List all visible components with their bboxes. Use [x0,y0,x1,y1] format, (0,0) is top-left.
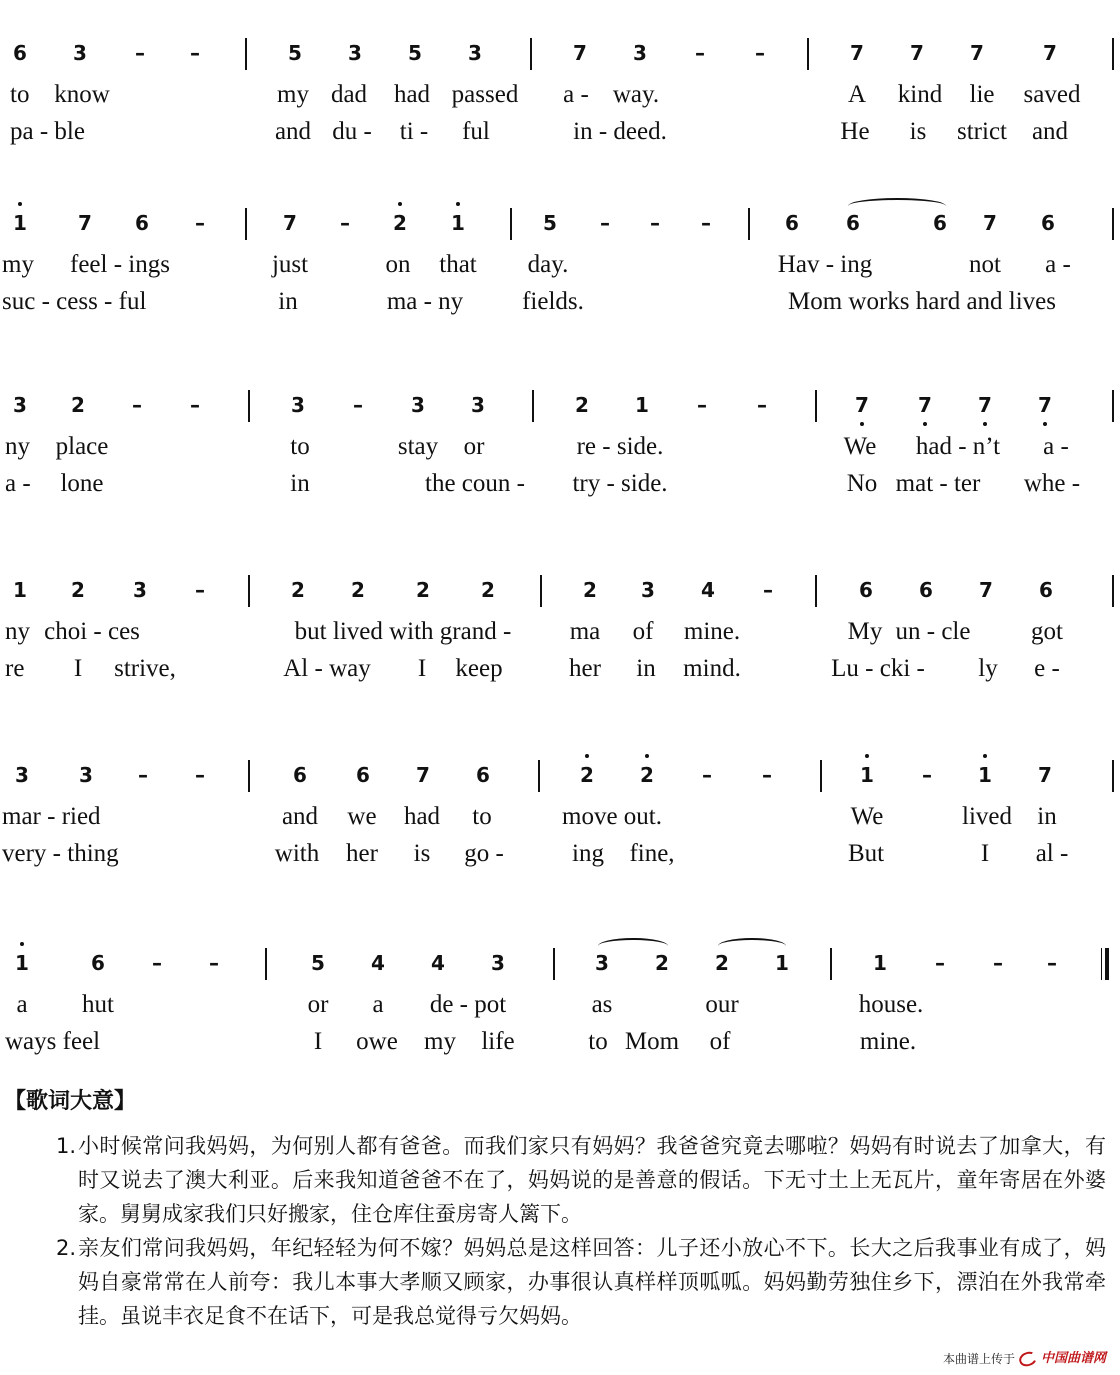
octave-up-dot [865,754,869,758]
notes-row [0,760,1120,790]
lyric-syllable: mine. [859,1028,917,1055]
lyric-syllable: my [424,1028,456,1055]
lyric-syllable: to [472,803,492,830]
note: 3 [291,393,305,417]
lyric-syllable: Mom [624,1028,680,1055]
final-barline-thin [1101,948,1102,980]
note: 2 [632,760,662,790]
lyric-syllable: got [1031,618,1063,645]
lyric-syllable: suc - cess - ful [2,288,147,315]
barline [820,760,822,792]
note: 7 [970,41,984,65]
lyric-syllable: day. [527,251,569,278]
lyric-syllable: a - [1043,433,1069,460]
lyric-syllable: of [709,1028,731,1055]
score-system-2 [0,188,1120,315]
note: 3 [15,763,29,787]
note: 6 [13,41,27,65]
lyric-syllable: keep [455,655,503,682]
lyric-syllable: of [632,618,654,645]
note: 7 [1030,390,1060,420]
barline [248,575,250,607]
barline [265,948,267,980]
note-dash: – [600,211,610,235]
note: 7 [1038,763,1052,787]
barline [807,38,809,70]
note: 7 [283,211,297,235]
note-dash: – [340,211,350,235]
note-dash: – [697,393,707,417]
note: 1 [635,393,649,417]
barline [248,390,250,422]
note: 3 [79,763,93,787]
notes-row [0,948,1120,978]
barline [245,38,247,70]
lyric-syllable: or [463,433,485,460]
lyric-syllable: is [909,118,927,145]
barline [510,208,512,240]
lyric-syllable: go - [464,840,504,867]
lyric-syllable: I [73,655,83,682]
lyric-syllable: ny [5,433,30,460]
barline [830,948,832,980]
note: 2 [291,578,305,602]
lyric-syllable: We [850,803,884,830]
note-dash: – [152,951,162,975]
note-dash: – [650,211,660,235]
note: 6 [846,211,860,235]
barline [532,390,534,422]
lyric-row-verse-2 [0,469,1120,499]
note: 3 [411,393,425,417]
lyric-syllable: ny [5,618,30,645]
lyric-syllable: had - n’t [915,433,1001,460]
note: 3 [491,951,505,975]
lyric-syllable: ful [462,118,490,145]
lyric-syllable: a - [5,470,31,497]
barline [815,390,817,422]
note: 1 [970,760,1000,790]
lyric-syllable: house. [858,991,924,1018]
lyric-syllable: Mom works hard and lives [787,288,1057,315]
lyric-syllable: in [1037,803,1057,830]
note: 6 [859,578,873,602]
lyric-syllable: strive, [114,655,176,682]
lyric-row-verse-1 [0,432,1120,462]
lyric-syllable: to [588,1028,608,1055]
lyric-syllable: fine, [629,840,675,867]
note: 6 [1041,211,1055,235]
note: 7 [979,578,993,602]
lyric-syllable: e - [1034,655,1060,682]
note-dash: – [695,41,705,65]
note-dash: – [353,393,363,417]
barline [553,948,555,980]
note-dash: – [755,41,765,65]
lyric-syllable: as [591,991,613,1018]
lyric-syllable: we [347,803,377,830]
lyric-syllable: is [413,840,431,867]
lyric-syllable: on [385,251,411,278]
lyric-row-verse-2 [0,117,1120,147]
lyric-syllable: that [439,251,477,278]
lyric-syllable: but lived with grand - [294,618,512,645]
lyric-syllable: choi - ces [44,618,140,645]
octave-down-dot [923,422,927,426]
note-dash: – [195,578,205,602]
paragraph-text: 亲友们常问我妈妈，年纪轻轻为何不嫁？妈妈总是这样回答：儿子还小放心不下。长大之后我事业有成了，妈妈自豪常常在人前夸：我儿本事大孝顺又顾家，办事很认真样样顶呱呱。妈妈勤劳独住乡下，漂泊在外我常牵挂。虽说丰衣足食不在话下，可是我总觉得亏欠妈妈。 [78,1236,1106,1328]
note: 6 [919,578,933,602]
note: 1 [5,208,35,238]
lyric-syllable: lone [60,470,104,497]
note: 3 [348,41,362,65]
note: 2 [575,393,589,417]
lyric-syllable: just [271,251,309,278]
note: 6 [293,763,307,787]
lyric-row-verse-2 [0,839,1120,869]
lyric-syllable: in [290,470,310,497]
lyric-syllable: lived [962,803,1012,830]
lyric-row-verse-1 [0,617,1120,647]
lyric-syllable: dad [330,81,368,108]
lyric-syllable: or [307,991,329,1018]
lyric-syllable: owe [356,1028,398,1055]
lyric-syllable: a [16,991,28,1018]
lyric-row-verse-1 [0,250,1120,280]
note: 7 [847,390,877,420]
barline [1112,38,1114,70]
lyric-syllable: my [277,81,309,108]
paragraph-number: 2. [56,1236,77,1260]
lyric-row-verse-1 [0,80,1120,110]
note-dash: – [190,393,200,417]
paragraph-number: 1. [56,1134,77,1158]
barline [538,760,540,792]
note: 5 [543,211,557,235]
octave-up-dot [398,202,402,206]
lyric-syllable: passed [451,81,519,108]
octave-up-dot [585,754,589,758]
lyric-syllable: ma [569,618,601,645]
lyric-syllable: a - [563,81,589,108]
score-system-1 [0,18,1120,145]
lyric-syllable: and [274,118,312,145]
lyric-syllable: whe - [1023,470,1081,497]
barline [815,575,817,607]
lyric-row-verse-2 [0,654,1120,684]
paragraph-text: 小时候常问我妈妈，为何别人都有爸爸。而我们家只有妈妈？我爸爸究竟去哪啦？妈妈有时说去了加拿大，有时又说去了澳大利亚。后来我知道爸爸不在了，妈妈说的是善意的假话。下无寸土上无瓦片，童年寄居在外婆家。舅舅成家我们只好搬家，住仓库住蚕房寄人篱下。 [78,1134,1106,1226]
note: 2 [71,393,85,417]
upload-text: 本曲谱上传于 [942,1352,1015,1366]
lyric-syllable: My [847,618,883,645]
lyric-syllable: ways feel [5,1028,101,1055]
note-dash: – [195,763,205,787]
slur [598,938,668,954]
note-dash: – [762,763,772,787]
note: 1 [13,578,27,602]
note: 2 [416,578,430,602]
note: 7 [970,390,1000,420]
note: 7 [910,41,924,65]
barline [245,208,247,240]
lyric-syllable: re - side. [576,433,664,460]
lyric-syllable: ma - ny [386,288,464,315]
lyric-syllable: fields. [522,288,584,315]
barline [748,208,750,240]
note-dash: – [135,41,145,65]
note: 6 [356,763,370,787]
lyric-syllable: the coun - [425,470,525,497]
barline [530,38,532,70]
lyric-syllable: in [278,288,298,315]
octave-down-dot [983,422,987,426]
lyric-syllable: pa - ble [10,118,85,145]
lyric-row-verse-2 [0,287,1120,317]
barline [1112,390,1114,422]
lyric-syllable: No [846,470,878,497]
octave-down-dot [860,422,864,426]
note-dash: – [757,393,767,417]
note: 3 [595,951,609,975]
note: 2 [71,578,85,602]
lyric-syllable: du - [332,118,372,145]
lyrics-meaning-paragraph-2 [56,1231,1106,1333]
lyric-syllable: and [281,803,319,830]
lyric-syllable: Lu - cki - [831,655,925,682]
score-system-5 [0,740,1120,867]
lyric-syllable: hut [82,991,114,1018]
lyric-syllable: life [481,1028,515,1055]
lyric-syllable: with [274,840,320,867]
lyric-syllable: mind. [683,655,741,682]
barline [248,760,250,792]
lyric-syllable: A [847,81,867,108]
note: 3 [73,41,87,65]
barline [1112,760,1114,792]
score-system-6 [0,928,1120,1055]
lyric-syllable: way. [612,81,660,108]
lyric-syllable: ly [978,655,998,682]
note: 2 [385,208,415,238]
lyric-syllable: al - [1035,840,1069,867]
note: 7 [573,41,587,65]
note: 2 [481,578,495,602]
lyrics-meaning-paragraph-1 [56,1129,1106,1231]
lyric-syllable: ing [572,840,604,867]
note: 6 [91,951,105,975]
barline [540,575,542,607]
lyric-syllable: Al - way [283,655,371,682]
lyric-syllable: not [969,251,1001,278]
lyric-syllable: I [417,655,427,682]
note-dash: – [190,41,200,65]
site-logo-icon [1017,1349,1039,1368]
note-dash: – [1047,951,1057,975]
lyric-syllable: We [843,433,877,460]
note: 4 [701,578,715,602]
lyric-row-verse-2 [0,1027,1120,1057]
lyric-row-verse-1 [0,802,1120,832]
note-dash: – [763,578,773,602]
note: 7 [850,41,864,65]
site-name[interactable]: 中国曲谱网 [1040,1351,1106,1366]
lyric-syllable: a - [1045,251,1071,278]
note: 6 [476,763,490,787]
note: 3 [633,41,647,65]
octave-up-dot [983,754,987,758]
note: 1 [852,760,882,790]
note: 3 [471,393,485,417]
lyric-syllable: try - side. [572,470,668,497]
note-dash: – [138,763,148,787]
note: 2 [583,578,597,602]
lyric-syllable: Hav - ing [777,251,873,278]
lyric-syllable: de - pot [429,991,507,1018]
lyric-syllable: mine. [683,618,741,645]
note-dash: – [935,951,945,975]
octave-up-dot [645,754,649,758]
lyric-syllable: had [393,81,431,108]
slur [848,198,946,214]
note: 3 [468,41,482,65]
note: 4 [371,951,385,975]
lyric-syllable: un - cle [895,618,971,645]
note-dash: – [922,763,932,787]
lyric-syllable: mar - ried [2,803,101,830]
lyric-syllable: very - thing [2,840,119,867]
note: 1 [7,948,37,978]
final-barline [1105,948,1109,980]
lyric-syllable: But [847,840,885,867]
lyric-syllable: her [346,840,378,867]
note: 6 [1039,578,1053,602]
score-system-3 [0,370,1120,497]
barline [1112,208,1114,240]
lyric-syllable: know [54,81,110,108]
note: 3 [13,393,27,417]
lyric-syllable: saved [1023,81,1081,108]
notes-row [0,390,1120,420]
note: 5 [311,951,325,975]
lyric-syllable: our [705,991,739,1018]
note: 1 [443,208,473,238]
lyric-syllable: and [1031,118,1069,145]
octave-up-dot [456,202,460,206]
lyric-syllable: I [980,840,990,867]
note: 5 [408,41,422,65]
note: 7 [78,211,92,235]
lyric-syllable: had [403,803,441,830]
footer [943,1351,1106,1367]
note-dash: – [702,763,712,787]
note: 7 [910,390,940,420]
lyric-syllable: in - deed. [573,118,667,145]
note: 7 [1043,41,1057,65]
note: 3 [641,578,655,602]
note-dash: – [195,211,205,235]
octave-down-dot [1043,422,1047,426]
lyric-syllable: a [372,991,384,1018]
note: 6 [933,211,947,235]
lyric-syllable: her [569,655,601,682]
lyric-syllable: stay [397,433,439,460]
note: 1 [775,951,789,975]
lyric-syllable: in [636,655,656,682]
lyric-row-verse-1 [0,990,1120,1020]
lyric-syllable: place [55,433,109,460]
note-dash: – [132,393,142,417]
note: 6 [785,211,799,235]
lyric-syllable: to [10,81,30,108]
note: 2 [715,951,729,975]
slur [718,938,786,954]
lyric-syllable: strict [957,118,1007,145]
note: 5 [288,41,302,65]
lyric-syllable: re [5,655,25,682]
lyric-syllable: ti - [399,118,429,145]
note: 3 [133,578,147,602]
note-dash: – [993,951,1003,975]
barline [1112,575,1114,607]
note: 4 [431,951,445,975]
score-system-4 [0,555,1120,682]
note-dash: – [209,951,219,975]
lyric-syllable: to [290,433,310,460]
lyric-syllable: my [2,251,34,278]
note: 7 [983,211,997,235]
notes-row [0,38,1120,68]
lyric-syllable: lie [969,81,995,108]
notes-row [0,208,1120,238]
note: 2 [655,951,669,975]
lyric-syllable: kind [897,81,943,108]
lyric-syllable: mat - ter [895,470,981,497]
octave-up-dot [20,942,24,946]
note: 2 [572,760,602,790]
octave-up-dot [18,202,22,206]
notes-row [0,575,1120,605]
note: 1 [873,951,887,975]
note: 7 [416,763,430,787]
lyrics-meaning-heading: 【歌词大意】 [4,1089,137,1114]
lyric-syllable: He [840,118,870,145]
lyric-syllable: move out. [562,803,662,830]
note: 2 [351,578,365,602]
lyric-syllable: I [313,1028,323,1055]
note: 6 [135,211,149,235]
lyric-syllable: feel - ings [70,251,170,278]
note-dash: – [701,211,711,235]
